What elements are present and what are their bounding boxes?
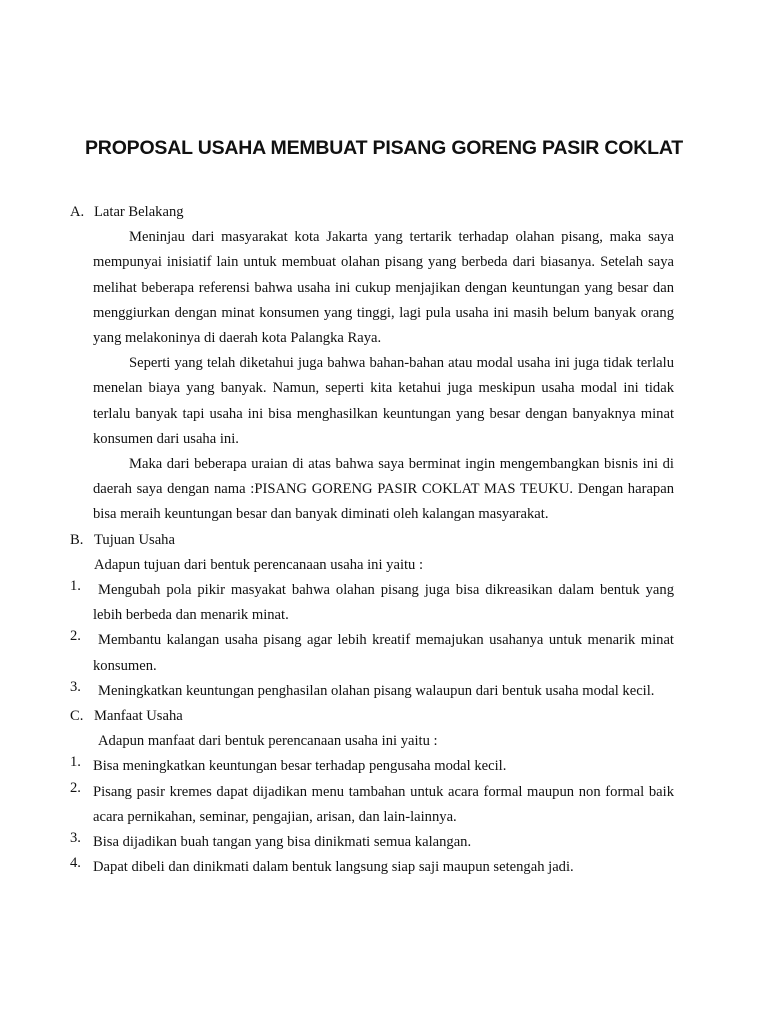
list-number: 3. — [70, 830, 81, 847]
section-title: Manfaat Usaha — [94, 708, 183, 725]
section-heading-tujuan-usaha — [70, 528, 674, 553]
paragraph-text: Maka dari beberapa uraian di atas bahwa saya berminat ingin mengembangkan bisnis ini di daerah saya dengan nama :PISANG GORENG PASIR COKLAT MAS TEUKU. Dengan harapan bisa meraih keuntungan besar dan banyak diminati oleh kalangan masyarakat. — [93, 456, 674, 523]
paragraph — [70, 452, 674, 528]
list-text: Bisa dijadikan buah tangan yang bisa dinikmati semua kalangan. — [93, 834, 472, 851]
list-item — [70, 830, 674, 855]
section-label: C. — [70, 708, 84, 725]
list-item — [70, 754, 674, 779]
document-body — [70, 200, 674, 880]
list-text: Dapat dibeli dan dinikmati dalam bentuk langsung siap saji maupun setengah jadi. — [93, 859, 574, 876]
paragraph-text: Meninjau dari masyarakat kota Jakarta yang tertarik terhadap olahan pisang, maka saya mempunyai inisiatif lain untuk membuat olahan pisang yang berbeda dari biasanya. Setelah saya melihat beberapa referensi bahwa usaha ini cukup menjajikan dengan keuntungan yang besar dan menggiurkan dengan minat konsumen yang tinggi, lagi pula usaha ini masih belum banyak orang yang melakoninya di daerah kota Palangka Raya. — [93, 229, 674, 347]
section-heading-manfaat-usaha — [70, 704, 674, 729]
paragraph — [70, 225, 674, 351]
list-number: 4. — [70, 855, 81, 872]
list-number: 1. — [70, 578, 81, 595]
list-number: 2. — [70, 779, 81, 796]
section-label: B. — [70, 531, 84, 548]
list-number: 1. — [70, 754, 81, 771]
paragraph-text: Seperti yang telah diketahui juga bahwa bahan-bahan atau modal usaha ini juga tidak terlalu menelan biaya yang banyak. Namun, seperti kita ketahui juga meskipun usaha modal ini tidak terlalu banyak tapi usaha ini bisa menghasilkan keuntungan yang besar dengan banyaknya minat konsumen dari usaha ini. — [93, 355, 674, 447]
list-text: Bisa meningkatkan keuntungan besar terhadap pengusaha modal kecil. — [93, 758, 507, 775]
section-title: Tujuan Usaha — [94, 531, 175, 548]
paragraph — [70, 351, 674, 452]
section-intro: Adapun manfaat dari bentuk perencanaan usaha ini yaitu : — [98, 733, 438, 750]
list-number: 3. — [70, 678, 81, 695]
list-item — [70, 855, 674, 880]
list-text: Mengubah pola pikir masyakat bahwa olahan pisang juga bisa dikreasikan dalam bentuk yang lebih berbeda dan menarik minat. — [93, 582, 674, 624]
list-text: Pisang pasir kremes dapat dijadikan menu tambahan untuk acara formal maupun non formal baik acara pernikahan, seminar, pengajian, arisan, dan lain-lainnya. — [93, 783, 674, 825]
section-heading-latar-belakang — [70, 200, 674, 225]
section-label: A. — [70, 204, 85, 220]
list-item — [70, 578, 674, 628]
list-item — [70, 780, 674, 830]
list-text: Membantu kalangan usaha pisang agar lebih kreatif memajukan usahanya untuk menarik minat konsumen. — [93, 632, 674, 674]
list-item — [70, 679, 674, 704]
list-number: 2. — [70, 628, 81, 645]
section-intro: Adapun tujuan dari bentuk perencanaan usaha ini yaitu : — [94, 556, 424, 573]
list-text: Meningkatkan keuntungan penghasilan olahan pisang walaupun dari bentuk usaha modal kecil. — [98, 682, 655, 699]
section-title: Latar Belakang — [94, 204, 184, 220]
list-item — [70, 628, 674, 678]
document-title: PROPOSAL USAHA MEMBUAT PISANG GORENG PASIR COKLAT — [85, 137, 683, 159]
